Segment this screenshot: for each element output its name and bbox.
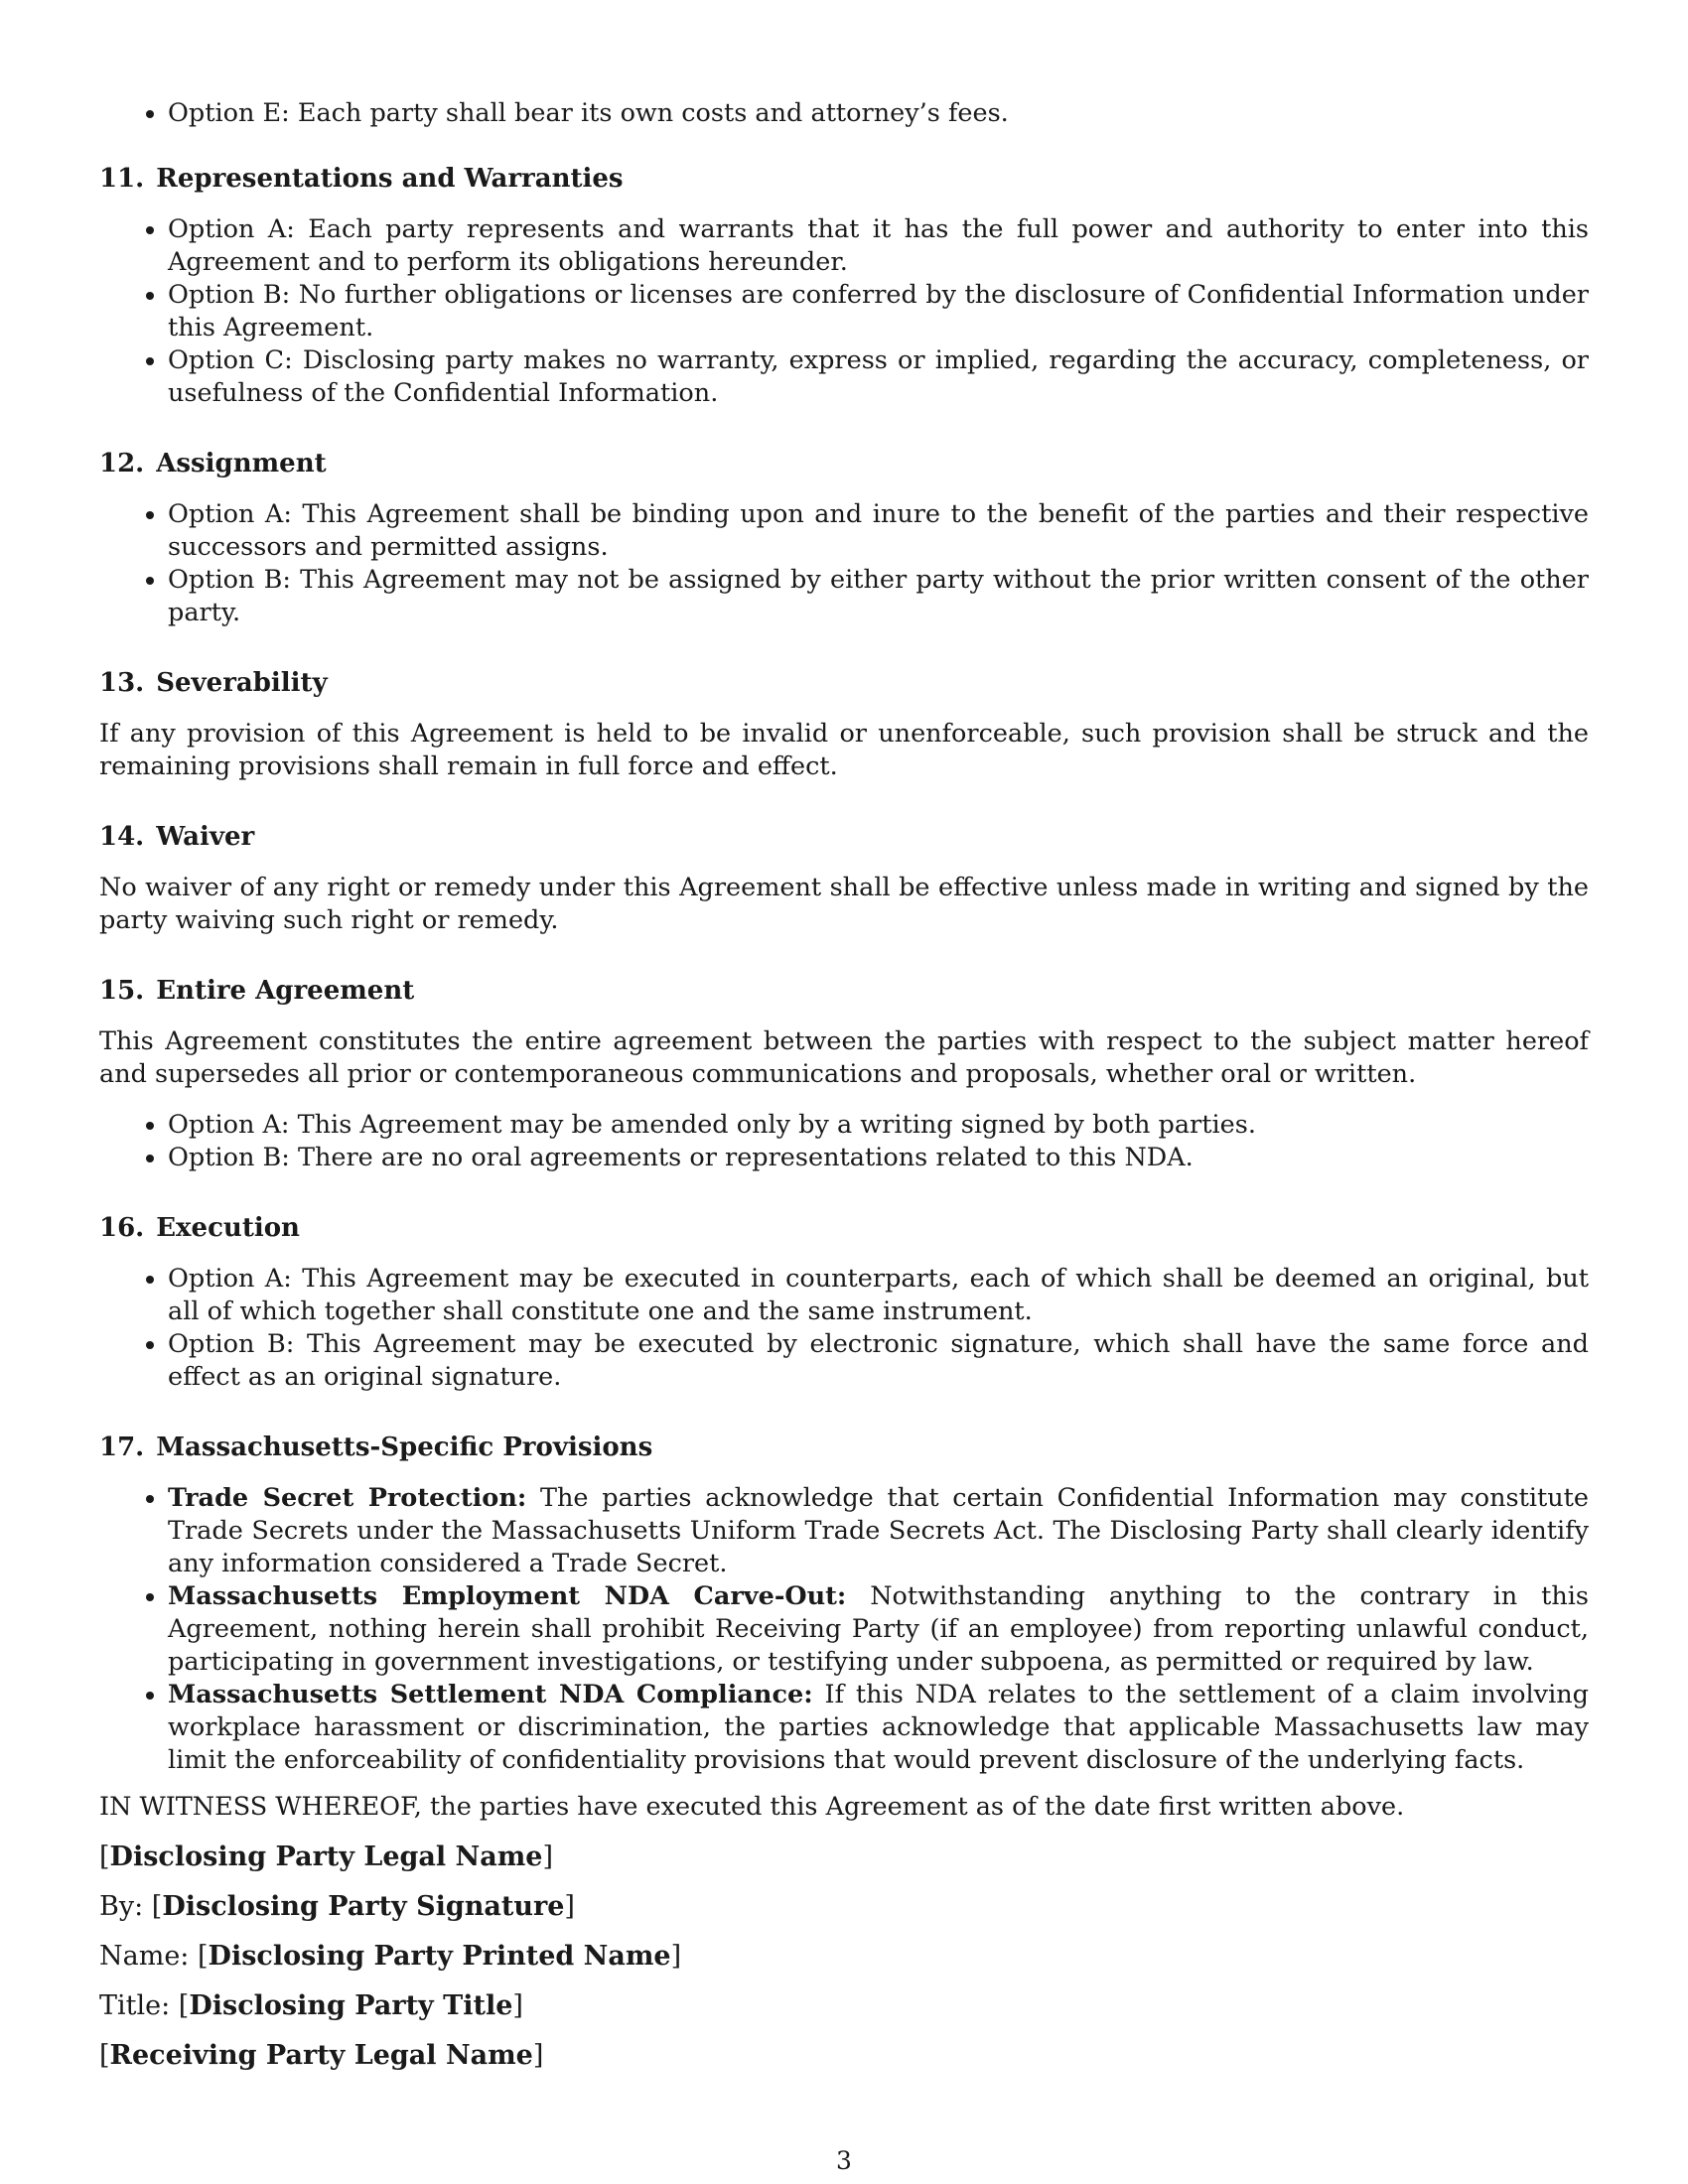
provision-label: Massachusetts Employment NDA Carve-Out: [168, 1581, 847, 1611]
section-14-body: No waiver of any right or remedy under this Agreement shall be effective unless made in writing and signed by the party waiving such right or remedy. [99, 873, 1589, 935]
option-list-section-12 [99, 498, 1589, 629]
section-heading-12: 12. Assignment [99, 449, 327, 478]
list-item: • Option B: This Agreement may not be assigned by either party without the prior written consent of the other party. [168, 564, 1589, 629]
list-item: • Option E: Each party shall bear its own costs and attorney’s fees. [168, 97, 1589, 130]
list-item: • Option B: There are no oral agreements or representations related to this NDA. [168, 1142, 1589, 1174]
list-item: • Option A: Each party represents and warrants that it has the full power and authority to enter into this Agreement and to perform its obligations hereunder. [168, 213, 1589, 279]
list-item: • Option A: This Agreement may be executed in counterparts, each of which shall be deemed an original, but all of which together shall constitute one and the same instrument. [168, 1263, 1589, 1328]
section-heading-16: 16. Execution [99, 1213, 300, 1243]
provision-list-section-17 [99, 1482, 1589, 1777]
witness-statement: IN WITNESS WHEREOF, the parties have executed this Agreement as of the date first written above. [99, 1792, 1405, 1822]
provision-label: Trade Secret Protection: [168, 1483, 527, 1513]
provision-label: Massachusetts Settlement NDA Compliance: [168, 1680, 813, 1709]
option-list-section-11 [99, 213, 1589, 410]
page-number: 3 [836, 2146, 852, 2175]
list-item: • Trade Secret Protection: The parties acknowledge that certain Confidential Information may constitute Trade Secrets under the Massachusetts Uniform Trade Secrets Act. The Disclosing Party shall clearly identify any information considered a Trade Secret. [168, 1482, 1589, 1580]
section-heading-13: 13. Severability [99, 668, 328, 698]
list-item: • Massachusetts Employment NDA Carve-Out: Notwithstanding anything to the contrary in this Agreement, nothing herein shall prohibit Receiving Party (if an employee) from reporting unlawful conduct, participating in government investigations, or testifying under subpoena, as permitted or required by law. [168, 1580, 1589, 1679]
section-heading-14: 14. Waiver [99, 822, 255, 852]
list-item: • Option B: This Agreement may be executed by electronic signature, which shall have the same force and effect as an original signature. [168, 1328, 1589, 1394]
disclosing-signature-line: By: [Disclosing Party Signature] [99, 1891, 575, 1922]
section-heading-11: 11. Representations and Warranties [99, 164, 624, 194]
list-item: • Option C: Disclosing party makes no warranty, express or implied, regarding the accuracy, completeness, or usefulness of the Confidential Information. [168, 344, 1589, 410]
section-13-body: If any provision of this Agreement is held to be invalid or unenforceable, such provision shall be struck and the remaining provisions shall remain in full force and effect. [99, 719, 1589, 781]
document-page [99, 97, 1589, 2089]
disclosing-printed-name-line: Name: [Disclosing Party Printed Name] [99, 1941, 682, 1972]
list-item: • Option B: No further obligations or licenses are conferred by the disclosure of Confidential Information under this Agreement. [168, 279, 1589, 344]
option-list-section-16 [99, 1263, 1589, 1394]
disclosing-title-line: Title: [Disclosing Party Title] [99, 1990, 523, 2021]
list-item: • Option A: This Agreement shall be binding upon and inure to the benefit of the parties and their respective successors and permitted assigns. [168, 498, 1589, 564]
section-heading-17: 17. Massachusetts-Specific Provisions [99, 1433, 653, 1462]
receiving-legal-name-line: [Receiving Party Legal Name] [99, 2040, 544, 2071]
list-item: • Massachusetts Settlement NDA Compliance: If this NDA relates to the settlement of a claim involving workplace harassment or discrimination, the parties acknowledge that applicable Massachusetts law may limit the enforceability of confidentiality provisions that would prevent disclosure of the underlying facts. [168, 1679, 1589, 1777]
disclosing-legal-name-line: [Disclosing Party Legal Name] [99, 1842, 554, 1872]
option-list-section-10 [99, 97, 1589, 130]
section-15-body: This Agreement constitutes the entire agreement between the parties with respect to the subject matter hereof and supersedes all prior or contemporaneous communications and proposals, whether oral or written. [99, 1026, 1589, 1089]
list-item: • Option A: This Agreement may be amended only by a writing signed by both parties. [168, 1109, 1589, 1142]
option-list-section-15 [99, 1109, 1589, 1174]
section-heading-15: 15. Entire Agreement [99, 976, 415, 1006]
